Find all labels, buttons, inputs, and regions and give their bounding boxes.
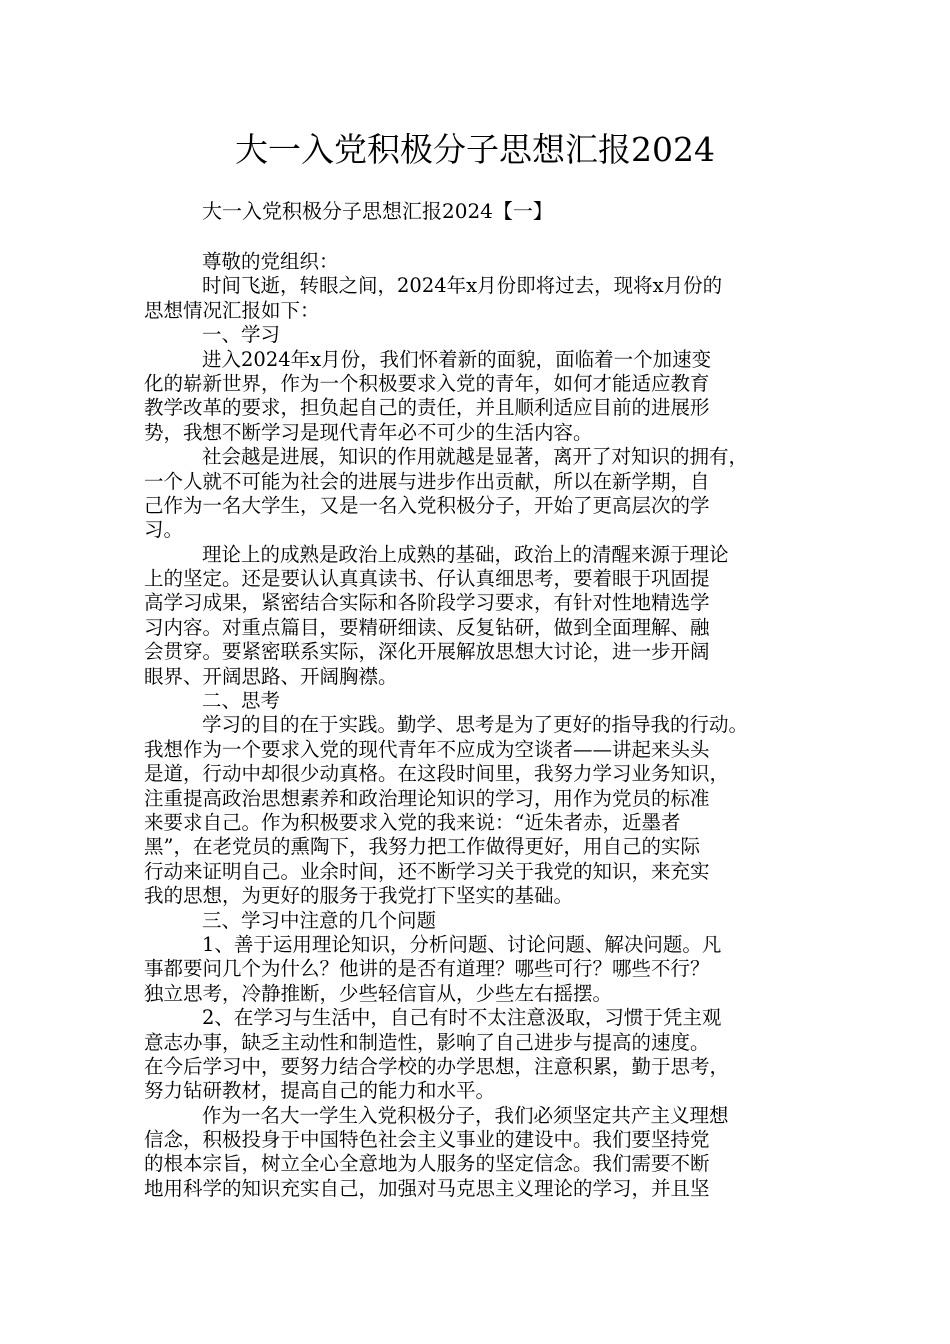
paragraph-line: 信念，积极投身于中国特色社会主义事业的建设中。我们要坚持党: [144, 1128, 710, 1152]
paragraph-line: 习。: [144, 518, 184, 542]
paragraph-line: 1、善于运用理论知识，分析问题、讨论问题、解决问题。凡: [202, 932, 722, 956]
paragraph-line: 一个人就不可能为社会的进展与进步作出贡献，所以在新学期，自: [144, 469, 710, 493]
paragraph-line: 会贯穿。要紧密联系实际，深化开展解放思想大讨论，进一步开阔: [144, 640, 710, 664]
section-heading: 大一入党积极分子思想汇报2024【一】: [202, 199, 553, 223]
salutation: 尊敬的党组织：: [202, 250, 339, 273]
paragraph-line: 努力钻研教材，提高自己的能力和水平。: [144, 1079, 496, 1103]
paragraph-line: 上的坚定。还是要认认真真读书、仔认真细思考，要着眼于巩固提: [144, 567, 710, 591]
paragraph-line: 理论上的成熟是政治上成熟的基础，政治上的清醒来源于理论: [202, 542, 729, 566]
subheading-issues: 三、学习中注意的几个问题: [202, 908, 437, 932]
paragraph-line: 眼界、开阔思路、开阔胸襟。: [144, 664, 398, 688]
paragraph-line: 思想情况汇报如下：: [144, 298, 320, 322]
paragraph-line: 社会越是进展，知识的作用就越是显著，离开了对知识的拥有，: [202, 445, 749, 469]
paragraph-line: 2、在学习与生活中，自己有时不太注意汲取，习惯于凭主观: [202, 1006, 722, 1030]
paragraph-line: 我的思想，为更好的服务于我党打下坚实的基础。: [144, 884, 574, 908]
paragraph-line: 化的崭新世界，作为一个积极要求入党的青年，如何才能适应教育: [144, 371, 710, 395]
paragraph-line: 在今后学习中，要努力结合学校的办学思想，注意积累，勤于思考，: [144, 1054, 730, 1078]
paragraph-line: 进入2024年x月份，我们怀着新的面貌，面临着一个加速变: [202, 347, 712, 371]
paragraph-line: 是道，行动中却很少动真格。在这段时间里，我努力学习业务知识，: [144, 762, 730, 786]
paragraph-line: 时间飞逝，转眼之间，2024年x月份即将过去，现将x月份的: [202, 274, 723, 298]
paragraph-line: 独立思考，冷静推断，少些轻信盲从，少些左右摇摆。: [144, 981, 613, 1005]
subheading-study: 一、学习: [202, 323, 281, 347]
paragraph-line: 习内容。对重点篇目，要精研细读、反复钻研，做到全面理解、融: [144, 615, 710, 639]
paragraph-line: 事都要问几个为什么？他讲的是否有道理？哪些可行？哪些不行？: [144, 957, 710, 981]
paragraph-line: 来要求自己。作为积极要求入党的我来说：“近朱者赤，近墨者: [144, 810, 681, 834]
paragraph-line: 地用科学的知识充实自己，加强对马克思主义理论的学习，并且坚: [144, 1176, 710, 1200]
paragraph-line: 高学习成果，紧密结合实际和各阶段学习要求，有针对性地精选学: [144, 591, 710, 615]
paragraph-line: 黑”，在老党员的熏陶下，我努力把工作做得更好，用自己的实际: [144, 835, 700, 859]
paragraph-line: 我想作为一个要求入党的现代青年不应成为空谈者——讲起来头头: [144, 737, 710, 761]
document-title: 大一入党积极分子思想汇报2024: [235, 130, 715, 169]
subheading-thinking: 二、思考: [202, 689, 281, 713]
paragraph-line: 意志办事，缺乏主动性和制造性，影响了自己进步与提高的速度。: [144, 1030, 710, 1054]
paragraph-line: 学习的目的在于实践。勤学、思考是为了更好的指导我的行动。: [202, 713, 749, 737]
document-body: [144, 250, 830, 1201]
paragraph-line: 教学改革的要求，担负起自己的责任，并且顺利适应目前的进展形: [144, 396, 710, 420]
paragraph-line: 作为一名大一学生入党积极分子，我们必须坚定共产主义理想: [202, 1103, 729, 1127]
paragraph-line: 行动来证明自己。业余时间，还不断学习关于我党的知识，来充实: [144, 859, 710, 883]
paragraph-line: 势，我想不断学习是现代青年必不可少的生活内容。: [144, 420, 593, 444]
paragraph-line: 己作为一名大学生，又是一名入党积极分子，开始了更高层次的学: [144, 493, 710, 517]
paragraph-line: 的根本宗旨，树立全心全意地为人服务的坚定信念。我们需要不断: [144, 1152, 710, 1176]
paragraph-line: 注重提高政治思想素养和政治理论知识的学习，用作为党员的标准: [144, 786, 710, 810]
